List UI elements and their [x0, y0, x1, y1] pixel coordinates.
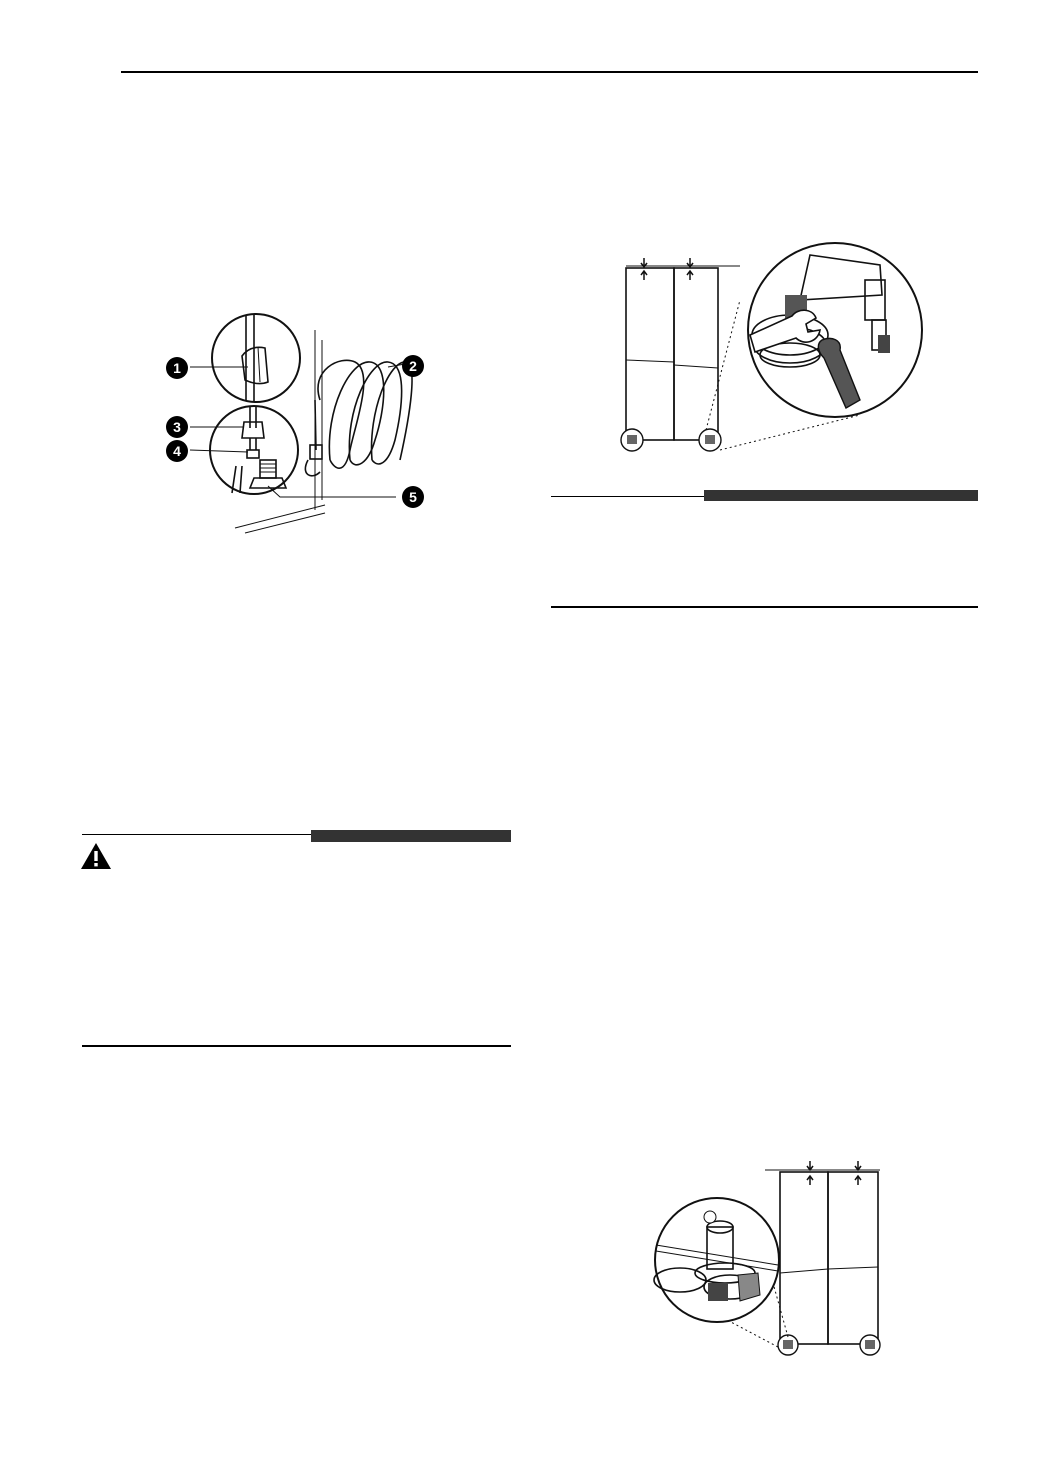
warning-triangle-icon — [80, 842, 112, 870]
warning-bottom-rule — [82, 1045, 511, 1047]
callout-3: 3 — [166, 416, 188, 438]
door-alignment-illustration-top — [610, 240, 920, 465]
callout-2: 2 — [402, 355, 424, 377]
header-rule — [121, 71, 978, 73]
note-bar — [704, 490, 978, 501]
callout-5: 5 — [402, 486, 424, 508]
door-alignment-figure-bottom — [650, 1155, 890, 1365]
warning-bar — [311, 830, 511, 842]
callout-4: 4 — [166, 440, 188, 462]
water-line-figure — [150, 300, 450, 540]
note-bottom-rule — [551, 606, 978, 608]
callout-1: 1 — [166, 357, 188, 379]
door-alignment-illustration-bottom — [650, 1155, 890, 1365]
door-alignment-figure-top — [610, 240, 920, 465]
